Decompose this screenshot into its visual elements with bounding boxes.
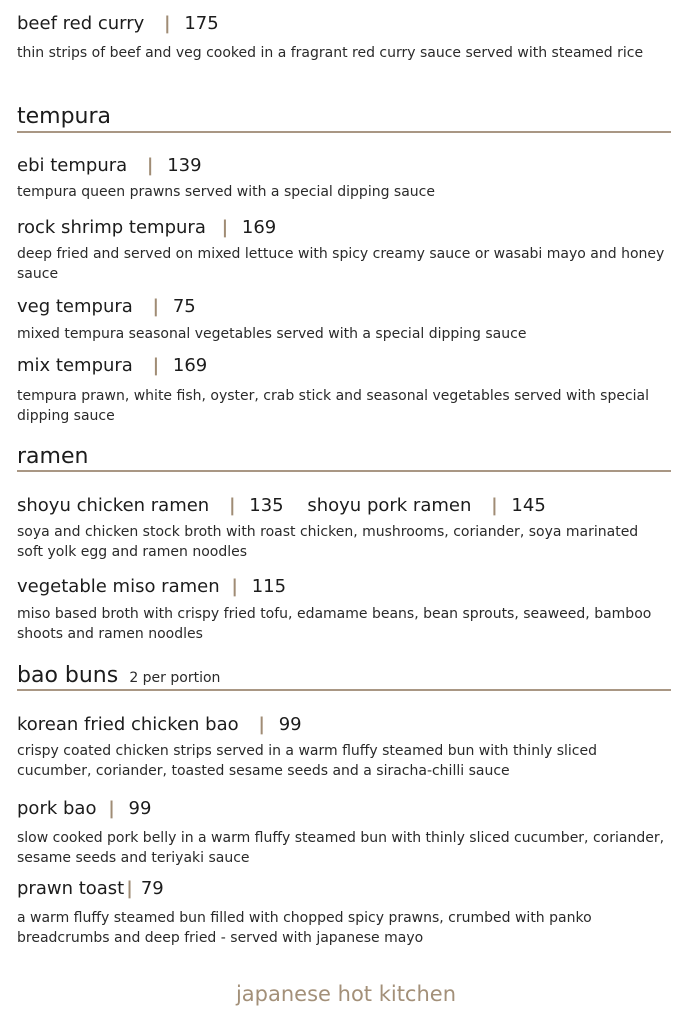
menu-item-mix-tempura	[17, 355, 207, 377]
price-separator: |	[152, 296, 160, 317]
item-alt-price: 145	[511, 495, 546, 516]
price-separator: |	[126, 878, 133, 899]
price-separator: |	[221, 217, 229, 238]
item-name: veg tempura	[17, 296, 133, 317]
item-name: prawn toast	[17, 878, 125, 899]
price-separator: |	[258, 714, 265, 735]
price-separator: |	[152, 355, 160, 376]
section-title-tempura: tempura	[17, 104, 112, 129]
item-description: soya and chicken stock broth with roast chicken, mushrooms, coriander, soya marinated soft yolk egg and ramen noodles	[17, 524, 639, 560]
item-price: 115	[251, 576, 287, 597]
item-price: 75	[172, 296, 196, 317]
item-description: tempura prawn, white fish, oyster, crab stick and seasonal vegetables served with special dipping sauce	[17, 388, 650, 424]
item-name: mix tempura	[17, 355, 133, 376]
item-description: thin strips of beef and veg cooked in a fragrant red curry sauce served with steamed rice	[17, 45, 644, 61]
menu-item-rock-shrimp-tempura	[17, 217, 276, 239]
item-description: slow cooked pork belly in a warm fluffy steamed bun with thinly sliced cucumber, coriander, sesame seeds and teriyaki sauce	[17, 830, 665, 866]
price-separator: |	[491, 495, 498, 516]
item-name: vegetable miso ramen	[17, 576, 220, 597]
item-name: korean fried chicken bao	[17, 714, 239, 735]
item-description: deep fried and served on mixed lettuce with spicy creamy sauce or wasabi mayo and honey sauce	[17, 246, 665, 282]
menu-item-korean-fried-chicken-bao	[17, 714, 302, 736]
price-separator: |	[231, 576, 238, 597]
menu-item-shoyu-ramen	[17, 495, 546, 517]
price-separator: |	[146, 155, 154, 176]
footer-brand: japanese hot kitchen	[235, 982, 457, 1006]
price-separator: |	[164, 13, 171, 34]
item-price: 99	[128, 798, 152, 819]
item-price: 139	[167, 155, 202, 176]
item-name: shoyu chicken ramen	[17, 495, 210, 516]
item-description: miso based broth with crispy fried tofu, edamame beans, bean sprouts, seaweed, bamboo shoots and ramen noodles	[17, 606, 652, 642]
menu-item-veg-tempura	[17, 296, 196, 318]
item-price: 169	[172, 355, 208, 376]
menu-item-vegetable-miso-ramen	[17, 576, 286, 598]
item-name: ebi tempura	[17, 155, 128, 176]
item-description: tempura queen prawns served with a special dipping sauce	[17, 184, 435, 200]
item-price: 175	[184, 13, 219, 34]
menu-item-pork-bao	[17, 798, 151, 820]
item-price: 169	[241, 217, 277, 238]
item-description: mixed tempura seasonal vegetables served with a special dipping sauce	[17, 326, 527, 342]
price-separator: |	[228, 495, 236, 516]
item-price: 79	[140, 878, 164, 899]
menu-item-ebi-tempura	[17, 155, 202, 177]
section-divider	[17, 131, 671, 133]
item-name: beef red curry	[17, 13, 145, 34]
item-alt-name: shoyu pork ramen	[307, 495, 472, 516]
section-header-bao-buns	[17, 663, 220, 689]
section-divider	[17, 689, 671, 691]
menu-item-beef-red-curry	[17, 13, 219, 35]
item-name: pork bao	[17, 798, 97, 819]
price-separator: |	[108, 798, 115, 819]
section-divider	[17, 470, 671, 472]
menu-item-prawn-toast	[17, 878, 164, 900]
section-title-ramen: ramen	[17, 444, 89, 469]
item-name: rock shrimp tempura	[17, 217, 206, 238]
item-price: 99	[278, 714, 302, 735]
item-description: a warm fluffy steamed bun filled with chopped spicy prawns, crumbed with panko breadcrumbs and deep fried - served with japanese mayo	[17, 910, 592, 946]
item-description: crispy coated chicken strips served in a warm fluffy steamed bun with thinly sliced cucumber, coriander, toasted sesame seeds and a siracha-chilli sauce	[17, 743, 597, 779]
item-price: 135	[249, 495, 284, 516]
section-title-bao-buns: bao buns	[17, 663, 119, 688]
section-subtitle: 2 per portion	[129, 670, 221, 686]
